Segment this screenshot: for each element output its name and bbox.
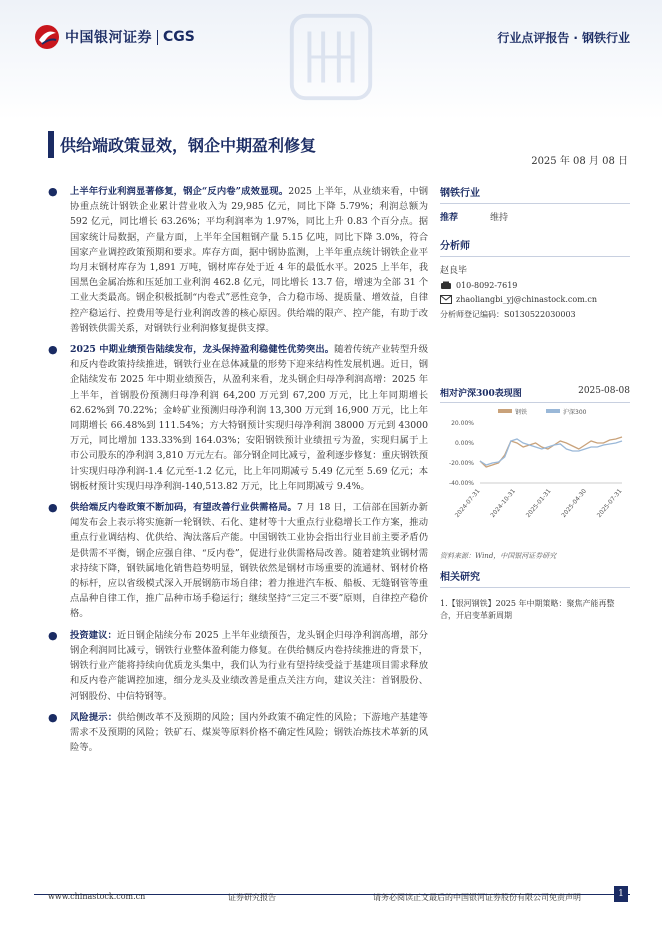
report-industry: 钢铁行业 — [581, 31, 630, 45]
separator-dot: · — [573, 31, 578, 45]
y-tick-label: -40.00% — [448, 480, 474, 487]
logo-divider — [157, 30, 158, 45]
company-logo — [34, 24, 195, 50]
report-title: 供给端政策显效，钢企中期盈利修复 — [60, 136, 317, 155]
paragraph-lead: 风险提示： — [70, 711, 118, 723]
x-tick-label: 2025-07-31 — [595, 487, 624, 520]
rating-row — [440, 210, 630, 223]
legend-label: 钢铁 — [515, 409, 528, 416]
page-number: 1 — [614, 886, 628, 902]
footer-disclaimer: 请务必阅读正文最后的中国银河证券股份有限公司免责声明 — [373, 893, 581, 902]
bullet-icon: ● — [48, 501, 58, 515]
related-research — [440, 568, 630, 622]
paragraph-lead: 上半年行业利润显著修复，钢企“反内卷”成效显现。 — [70, 186, 289, 197]
chart-title: 相对沪深300表现图 — [440, 389, 522, 399]
watermark-logo-icon — [282, 8, 380, 106]
phone-number: 010-8092-7619 — [456, 281, 518, 290]
x-tick-label: 2024-07-31 — [453, 487, 482, 520]
bullet-icon: ● — [48, 710, 58, 724]
y-tick-label: 20.00% — [451, 420, 474, 427]
summary-paragraph — [44, 628, 428, 704]
analyst-name: 赵良毕 — [440, 266, 468, 276]
phone-icon — [440, 281, 452, 290]
chart-canvas — [440, 405, 630, 545]
chart-header — [440, 386, 630, 403]
industry-heading: 钢铁行业 — [440, 184, 630, 204]
rating-label: 推荐 — [440, 213, 459, 223]
paragraph-body: 随着传统产业转型升级和反内卷政策持续推进，钢铁行业在总体减量的形势下迎来结构性发展机遇。近日，钢企陆续发布 2025 年中期业绩预告，从盈利来看，龙头钢企归母净利润高增：2025 年上半年，首钢股份预测归母净利润 64,200 万元到 67,200 万元，比上年同期增长 62.62%到 70.22%；金岭矿业预测归母净利润 13,300 万元到 16,900 万元，比上年同期增长 66.48%到 111.54%；方大特钢预计实现归母净利润 38000 万元到 43000 万元，同比增加 133.33%到 164.03%；安阳钢铁预计业绩扭亏为盈，实现归属于上市公司股东的净利润 3,810 万元左右。部分钢企同比减亏，盈利逐步修复：重庆钢铁预计实现归母净利润-1.4 亿元至-1.2 亿元，比上年同期减亏 5.49 亿元至 5.69 亿元；本钢板材预计实现归母净利润-140,513.82 万元，比上年同期减亏 9.4%。 — [70, 344, 428, 492]
paragraph-body: 近日钢企陆续分布 2025 上半年业绩预告，龙头钢企归母净利润高增，部分钢企利润同比减亏，钢铁行业整体盈利能力修复。在供给侧反内卷持续推进的背景下，钢铁行业产能将持续向优质龙头集中，我们认为行业有望持续受益于基建项目需求释放和反内卷产能调控加速，细分龙头及业绩改善是重点关注方向，建议关注：首钢股份、河钢股份、中信特钢等。 — [70, 629, 428, 702]
analyst-phone — [440, 281, 630, 290]
bullet-icon: ● — [48, 628, 58, 642]
footer-site[interactable]: www.chinastock.com.cn — [48, 892, 146, 901]
legend-swatch — [498, 409, 512, 413]
footer-label: 证券研究报告 — [228, 893, 276, 902]
chart-source: 资料来源：Wind，中国银河证券研究 — [440, 552, 557, 560]
x-tick-label: 2024-10-31 — [489, 487, 518, 520]
analyst-heading: 分析师 — [440, 237, 630, 257]
logo-mark-icon — [34, 24, 60, 50]
paragraph-body: 2025 上半年，从业绩来看，中钢协重点统计钢铁企业累计营业收入为 29,985 亿元，同比下降 5.79%；利润总额为 592 亿元，同比增长 63.26%；平均利润率为 1.97%，同比上升 0.83 个百分点。据国家统计局数据，产量方面，上半年全国粗钢产量 5.15 亿吨，同比下降 3.0%，符合国家产业调控政策预期和要求。库存方面，据中钢协监测，上半年重点统计钢铁企业平均月末钢材库存为 1,891 万吨，钢材库存处于近 4 年的最低水平。2025 上半年，我国黑色金属冶炼和压延加工业利润 462.8 亿元，同比增长 13.7 倍，增速为全部 31 个工业大类最高。钢企积极抵制“内卷式”恶性竞争，合力稳市场、提质量、增效益，自律控产稳运行、控费用等是行业利润改善的核心原因。供给端的限产、控产能，有助于改善钢铁供需关系，对钢铁行业利润修复提供支撑。 — [70, 186, 428, 334]
main-content — [44, 184, 428, 761]
summary-paragraph — [44, 342, 428, 494]
paragraph-lead: 投资建议： — [70, 629, 117, 641]
series-line — [480, 437, 622, 467]
summary-paragraph — [44, 500, 428, 622]
paragraph-body: 供给侧改革不及预期的风险；国内外政策不确定性的风险；下游地产基建等需求不及预期的风险；铁矿石、煤炭等原料价格不确定性风险；钢铁冶炼技术革新的风险等。 — [70, 711, 428, 754]
x-tick-label: 2025-04-30 — [560, 487, 589, 520]
email-address[interactable]: zhaoliangbi_yj@chinastock.com.cn — [456, 295, 597, 304]
legend-label: 沪深300 — [563, 409, 587, 416]
performance-chart — [440, 386, 630, 561]
logo-cgs: CGS — [163, 29, 195, 45]
paragraph-lead: 供给端反内卷政策不断加码，有望改善行业供需格局。 — [70, 502, 297, 514]
related-item[interactable]: 1.【银河钢铁】2025 年中期策略：聚焦产能再整合，开启变革新周期 — [440, 599, 615, 620]
sidebar — [440, 184, 630, 325]
chart-date: 2025-08-08 — [578, 386, 630, 396]
paragraph-lead: 2025 中期业绩预告陆续发布，龙头保持盈利稳健性优势突出。 — [70, 344, 335, 356]
report-category — [497, 29, 630, 46]
bullet-icon: ● — [48, 343, 58, 357]
analyst-license: 分析师登记编码：S0130522030003 — [440, 310, 576, 319]
legend-swatch — [546, 409, 560, 413]
rating-value: 维持 — [490, 213, 509, 223]
summary-paragraph — [44, 184, 428, 336]
paragraph-body: 7 月 18 日，工信部在国新办新闻发布会上表示将实施新一轮钢铁、石化、建材等十大重点行业稳增长工作方案，推动重点行业调结构、优供给、淘汰落后产能。中国钢铁工业协会指出行业目前主要矛盾仍是供需不平衡，钢企应强自律、“反内卷”，促进行业供需格局改善。随着建筑业钢材需求持续下降，钢铁属地化销售趋势明显，钢铁依然是钢材市场重要的流通材、钢材价格的标杆，应以省级模式深入开展钢筋市场自律；着力推进汽车板、船板、无缝钢管等重点品种自律工作，推广品种市场手稳运行；继续坚持“三定三不要”原则，自律控产稳价格。 — [70, 502, 428, 620]
logo-text: 中国银河证券 — [65, 30, 152, 46]
bullet-icon: ● — [48, 185, 58, 198]
report-type: 行业点评报告 — [497, 31, 570, 45]
summary-paragraph — [44, 710, 428, 756]
x-tick-label: 2025-01-31 — [524, 487, 553, 520]
report-date: 2025 年 08 月 08 日 — [531, 156, 628, 167]
y-tick-label: 0.00% — [454, 440, 474, 447]
y-tick-label: -20.00% — [448, 460, 474, 467]
related-heading: 相关研究 — [440, 568, 630, 588]
title-accent-bar — [48, 131, 54, 158]
analyst-email — [440, 295, 630, 304]
email-icon — [440, 295, 452, 304]
